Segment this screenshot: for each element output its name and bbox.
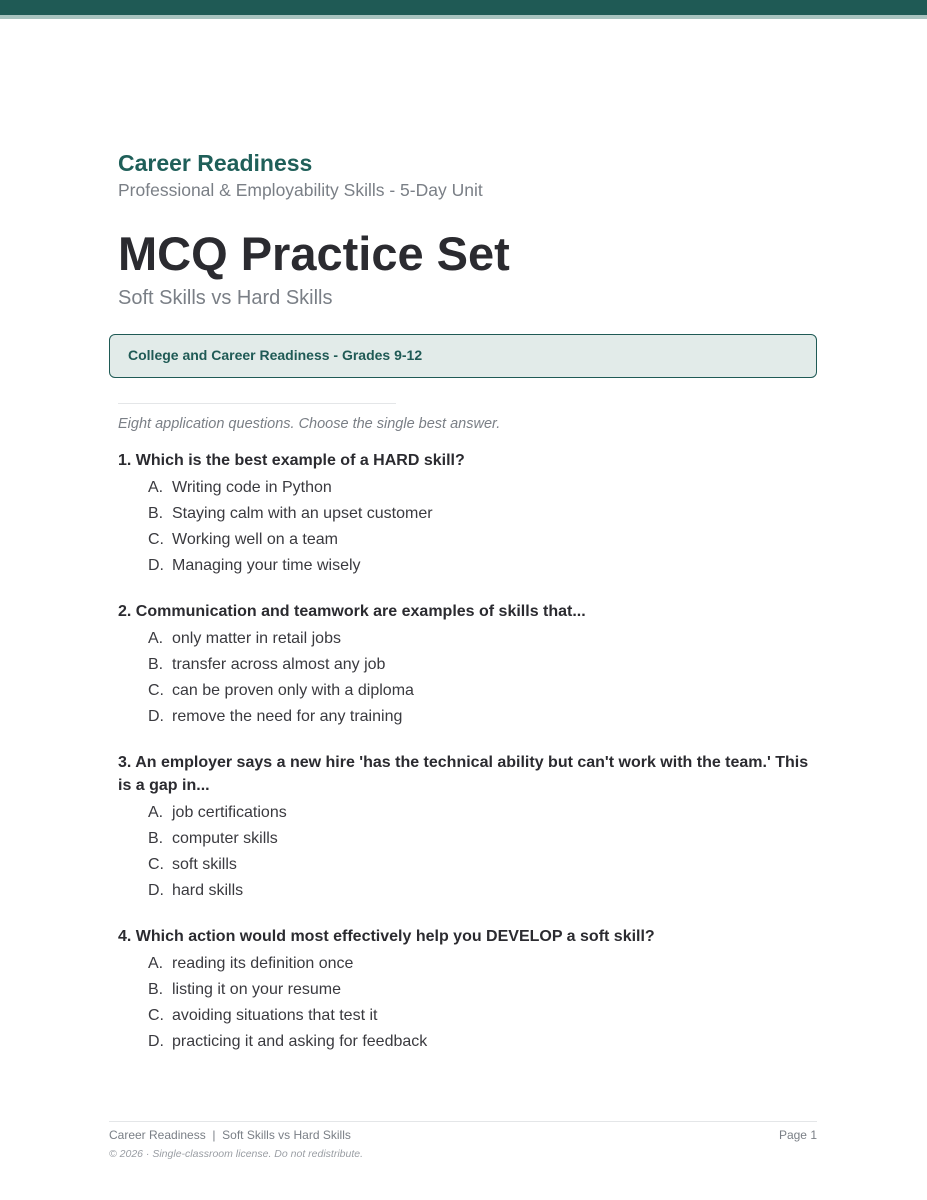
answer-option <box>118 1029 818 1055</box>
option-letter: A. <box>148 804 164 821</box>
question-1 <box>118 449 818 579</box>
answer-option <box>118 501 818 527</box>
answer-option <box>118 678 818 704</box>
option-text: computer skills <box>172 830 278 847</box>
option-letter: C. <box>148 856 164 873</box>
option-text: avoiding situations that test it <box>172 1007 378 1024</box>
option-letter: C. <box>148 531 164 548</box>
course-title: Career Readiness <box>118 150 313 176</box>
option-text: soft skills <box>172 856 237 873</box>
instructions: Eight application questions. Choose the single best answer. <box>118 416 501 432</box>
option-letter: A. <box>148 630 164 647</box>
standard-banner <box>109 334 817 378</box>
footer-rule <box>109 1121 817 1122</box>
option-text: Working well on a team <box>172 531 338 548</box>
question-2 <box>118 600 818 730</box>
option-letter: D. <box>148 557 164 574</box>
option-text: listing it on your resume <box>172 981 341 998</box>
question-list <box>118 449 818 1076</box>
answer-option <box>118 800 818 826</box>
page-number: Page 1 <box>778 1128 817 1142</box>
option-text: can be proven only with a diploma <box>172 682 414 699</box>
answer-option <box>118 977 818 1003</box>
answer-option <box>118 475 818 501</box>
answer-option <box>118 1003 818 1029</box>
option-text: transfer across almost any job <box>172 656 386 673</box>
document-title: MCQ Practice Set <box>118 227 510 280</box>
standard-label: College and Career Readiness - Grades 9-12 <box>128 347 423 363</box>
option-letter: D. <box>148 1033 164 1050</box>
option-text: Managing your time wisely <box>172 557 361 574</box>
option-text: Staying calm with an upset customer <box>172 505 433 522</box>
document-subtitle: Soft Skills vs Hard Skills <box>118 287 333 309</box>
option-letter: B. <box>148 981 164 998</box>
answer-option <box>118 826 818 852</box>
course-subtitle: Professional & Employability Skills - 5-Day Unit <box>118 180 483 200</box>
option-letter: B. <box>148 830 164 847</box>
option-letter: D. <box>148 882 164 899</box>
option-text: practicing it and asking for feedback <box>172 1033 428 1050</box>
top-accent-bar <box>0 0 927 15</box>
answer-option <box>118 652 818 678</box>
option-letter: A. <box>148 479 164 496</box>
answer-option <box>118 626 818 652</box>
option-text: job certifications <box>172 804 287 821</box>
answer-option <box>118 704 818 730</box>
header-block <box>118 148 818 312</box>
license-notice: © 2026 · Single-classroom license. Do not redistribute. <box>109 1148 364 1160</box>
question-stem: 2. Communication and teamwork are examples of skills that... <box>118 603 586 620</box>
answer-option <box>118 553 818 579</box>
question-stem: 4. Which action would most effectively help you DEVELOP a soft skill? <box>118 928 655 945</box>
footer-title: Career Readiness | Soft Skills vs Hard Skills <box>109 1128 351 1142</box>
question-4 <box>118 925 818 1055</box>
option-text: hard skills <box>172 882 244 899</box>
option-letter: B. <box>148 656 164 673</box>
option-letter: A. <box>148 955 164 972</box>
question-3 <box>118 751 818 904</box>
divider <box>118 403 396 404</box>
option-letter: B. <box>148 505 164 522</box>
answer-option <box>118 852 818 878</box>
option-text: reading its definition once <box>172 955 354 972</box>
option-text: Writing code in Python <box>172 479 332 496</box>
option-letter: C. <box>148 682 164 699</box>
answer-option <box>118 527 818 553</box>
question-stem: 3. An employer says a new hire 'has the technical ability but can't work with the team.' This is a gap in... <box>118 754 809 794</box>
answer-option <box>118 878 818 904</box>
option-text: remove the need for any training <box>172 708 403 725</box>
option-letter: C. <box>148 1007 164 1024</box>
top-accent-stripe <box>0 15 927 19</box>
question-stem: 1. Which is the best example of a HARD skill? <box>118 452 465 469</box>
option-letter: D. <box>148 708 164 725</box>
answer-option <box>118 951 818 977</box>
option-text: only matter in retail jobs <box>172 630 341 647</box>
